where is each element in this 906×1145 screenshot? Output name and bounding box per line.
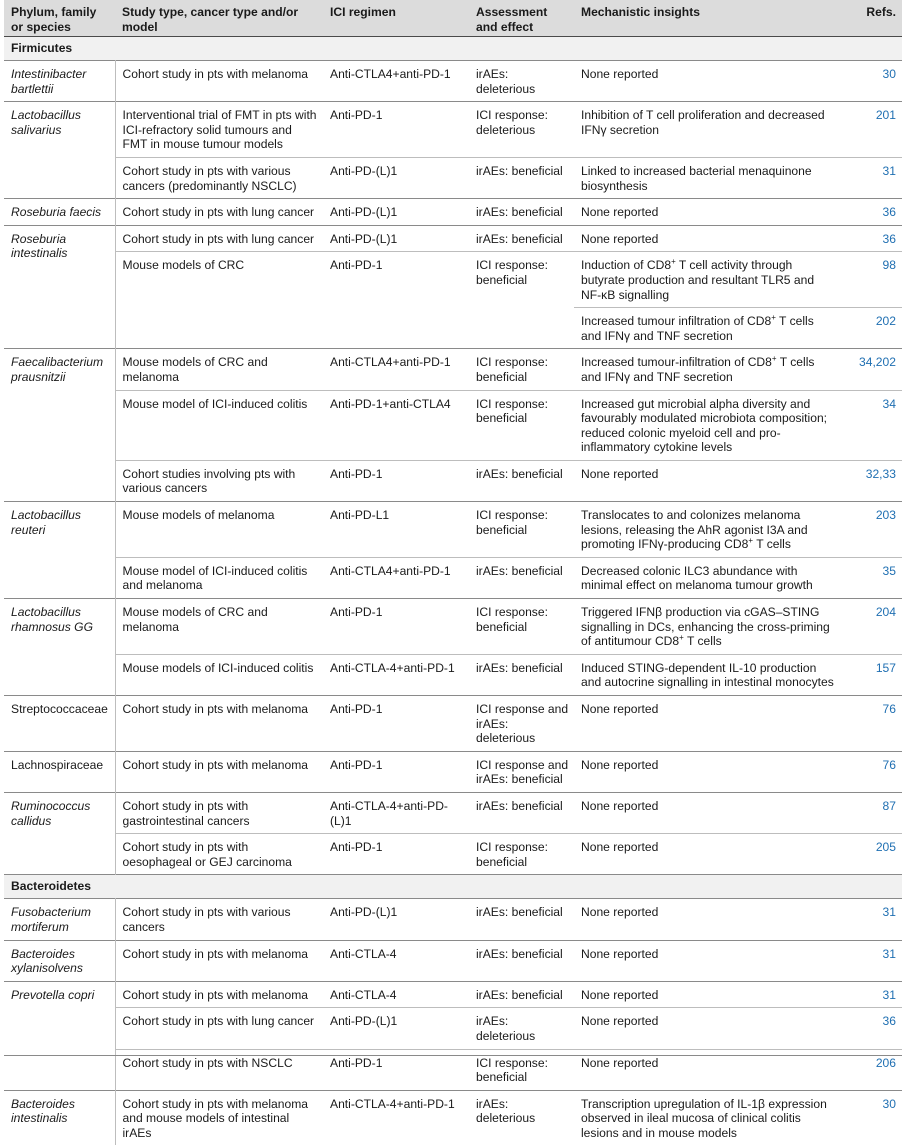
ici-regimen: Anti-PD-1 [330,108,383,123]
ici-regimen: Anti-PD-(L)1 [330,231,398,246]
ici-regimen: Anti-CTLA-4 [330,946,397,961]
study-type: Cohort study in pts with lung cancer [122,205,315,220]
reference-link[interactable]: 76 [882,702,896,716]
assessment-effect: irAEs: beneficial [476,905,563,920]
ici-regimen: Anti-PD-1 [323,1049,469,1090]
mechanistic-insight: Induced STING-dependent IL-10 production and autocrine signalling in intestinal monocytes [574,654,841,695]
table-row [4,751,902,792]
assessment-effect: irAEs: deleterious [476,67,536,96]
reference-link[interactable]: 201 [875,108,896,123]
superscript-plus: + [771,354,777,364]
ici-regimen: Anti-PD-1 [323,834,469,875]
insight-text-part: Translocates to and colonizes melanoma lesions, releasing the AhR agonist I3A and promoting IFNγ-producing CD8 [581,508,808,552]
study-type: Mouse models of CRC and melanoma [122,605,268,634]
assessment-effect: irAEs: beneficial [476,231,563,246]
reference-link[interactable]: 35 [841,557,902,598]
mechanistic-insight: None reported [581,757,659,772]
mechanistic-insight: Inhibition of T cell proliferation and decreased IFNγ secretion [581,108,825,137]
organism-name: Lactobacillus rhamnosus GG [4,599,115,696]
insight-text-part: T cells [683,634,722,649]
table-row [4,599,902,655]
table-row [4,199,902,226]
microbe-ici-table [4,0,902,1145]
header-regimen: ICI regimen [323,0,469,37]
reference-link[interactable]: 31 [841,157,902,198]
table-row [4,792,902,833]
mechanistic-insight: None reported [581,231,659,246]
insight-text-part: Triggered IFNβ production via cGAS–STING signalling in DCs, enhancing the cross-priming of antitumour CD8 [581,605,830,649]
ici-regimen: Anti-CTLA-4+anti-PD-1 [330,1096,455,1111]
assessment-effect: irAEs: beneficial [476,946,563,961]
assessment-effect: ICI response: beneficial [469,1049,574,1090]
insight-text-part: T cells [753,537,791,552]
study-type: Mouse models of ICI-induced colitis [115,654,323,695]
reference-link[interactable]: 36 [882,231,896,246]
ici-regimen: Anti-PD-1 [330,702,383,716]
study-type: Cohort study in pts with melanoma [122,987,309,1002]
study-type: Cohort study in pts with NSCLC [115,1049,323,1090]
empty-cell [115,308,323,349]
assessment-effect: irAEs: beneficial [476,798,563,813]
reference-link[interactable]: 157 [841,654,902,695]
assessment-effect: ICI response: beneficial [469,390,574,460]
mechanistic-insight: None reported [574,460,841,501]
organism-name: Ruminococcus callidus [4,792,115,874]
reference-link[interactable]: 203 [875,508,896,523]
ici-regimen: Anti-CTLA4+anti-PD-1 [330,355,451,370]
ici-regimen: Anti-CTLA-4+anti-PD-1 [323,654,469,695]
reference-link[interactable]: 32,33 [841,460,902,501]
ici-regimen: Anti-PD-(L)1 [330,905,398,920]
mechanistic-insight: None reported [581,946,659,961]
study-type: Mouse models of CRC and melanoma [122,355,268,384]
study-type: Cohort study in pts with melanoma [122,67,309,81]
assessment-effect: ICI response and irAEs: beneficial [476,757,569,787]
table-row [4,157,902,198]
assessment-effect: irAEs: deleterious [476,1096,536,1126]
assessment-effect: irAEs: beneficial [469,157,574,198]
ici-regimen: Anti-PD-1 [323,252,469,308]
mechanistic-insight [574,308,841,349]
table-row [4,61,902,102]
organism-name: Roseburia faecis [4,199,115,226]
assessment-effect: irAEs: beneficial [469,557,574,598]
reference-link[interactable]: 34,202 [859,355,896,370]
reference-link[interactable]: 34 [841,390,902,460]
organism-name: Lactobacillus salivarius [4,102,115,199]
ici-regimen: Anti-CTLA-4 [330,987,397,1002]
header-study: Study type, cancer type and/or model [115,0,323,37]
assessment-effect: irAEs: beneficial [469,654,574,695]
organism-name: Roseburia intestinalis [4,225,115,349]
header-assessment: Assessment and effect [469,0,574,37]
ici-regimen: Anti-PD-1 [330,757,383,772]
ici-regimen: Anti-CTLA-4+anti-PD-(L)1 [330,798,448,828]
ici-regimen: Anti-PD-1+anti-CTLA4 [323,390,469,460]
ici-regimen: Anti-CTLA4+anti-PD-1 [330,67,451,81]
table-row [4,102,902,158]
table-row [4,940,902,981]
mechanistic-insight: None reported [581,702,659,716]
study-type: Cohort study in pts with various cancers (predominantly NSCLC) [115,157,323,198]
ici-regimen: Anti-PD-(L)1 [323,1008,469,1049]
study-type: Cohort study in pts with lung cancer [115,1008,323,1049]
assessment-effect: ICI response: beneficial [476,605,548,634]
ici-regimen: Anti-PD-L1 [330,508,390,523]
phylum-label: Bacteroidetes [11,879,91,894]
assessment-effect: ICI response: beneficial [476,355,548,384]
study-type: Cohort study in pts with melanoma [122,757,309,772]
study-type: Mouse models of melanoma [122,508,275,523]
organism-name: Lachnospiraceae [4,751,115,792]
assessment-effect: irAEs: beneficial [476,987,563,1002]
insight-text-part: T cells and IFNγ and TNF secretion [581,314,814,343]
organism-name: Bacteroides xylanisolvens [4,940,115,981]
study-type: Cohort studies involving pts with various cancers [115,460,323,501]
insight-text-part: Increased tumour-infiltration of CD8 [581,355,772,370]
organism-name: Faecalibacterium prausnitzii [4,349,115,502]
table-row [4,349,902,390]
organism-name: Bacteroides intestinalis [4,1090,115,1145]
assessment-effect: ICI response: beneficial [476,508,548,537]
organism-name: Prevotella copri [4,981,115,1090]
reference-link[interactable]: 36 [841,1008,902,1049]
mechanistic-insight: Increased gut microbial alpha diversity and favourably modulated microbiota composition; reduced colonic myeloid cell and pro-inflammatory cytokine levels [574,390,841,460]
table-row [4,252,902,308]
empty-cell [469,308,574,349]
assessment-effect: irAEs: beneficial [469,460,574,501]
reference-link[interactable]: 30 [882,67,896,81]
mechanistic-insight: None reported [581,987,659,1002]
header-refs: Refs. [841,0,902,37]
reference-link[interactable]: 206 [841,1049,902,1090]
reference-link[interactable]: 31 [882,987,896,1002]
table-row [4,502,902,558]
reference-link[interactable]: 30 [882,1096,896,1111]
mechanistic-insight [574,349,841,390]
reference-link[interactable]: 202 [841,308,902,349]
organism-name: Fusobacterium mortiferum [4,899,115,940]
study-type: Cohort study in pts with lung cancer [122,231,315,246]
study-type: Mouse models of CRC [115,252,323,308]
superscript-plus: + [679,633,684,643]
assessment-effect: irAEs: deleterious [469,1008,574,1049]
assessment-effect: ICI response: beneficial [469,252,574,308]
mechanistic-insight: None reported [574,834,841,875]
organism-name: Intestinibacter bartlettii [4,61,115,102]
assessment-effect: irAEs: beneficial [476,205,563,220]
reference-link[interactable]: 31 [882,946,896,961]
insight-text-part: Induction of CD8 [581,258,672,273]
ici-regimen: Anti-PD-1 [323,460,469,501]
mechanistic-insight: Linked to increased bacterial menaquinone biosynthesis [574,157,841,198]
superscript-plus: + [748,536,754,546]
insight-text-part: Increased tumour infiltration of CD8 [581,314,772,329]
table-row [4,308,902,349]
mechanistic-insight: None reported [581,798,659,813]
assessment-effect: ICI response: deleterious [476,108,548,137]
ici-regimen: Anti-PD-1 [330,605,383,620]
table-row [4,654,902,695]
table-row [4,696,902,752]
table-row [4,834,902,875]
organism-name: Streptococcaceae [4,696,115,752]
mechanistic-insight: None reported [581,67,659,81]
insight-text-part: T cell activity through butyrate production and resultant TLR5 and NF-κB signalling [581,258,815,302]
study-type: Interventional trial of FMT in pts with ICI-refractory solid tumours and FMT in mouse tumour models [122,108,317,152]
study-type: Cohort study in pts with melanoma [122,946,309,961]
study-type: Cohort study in pts with melanoma and mouse models of intestinal irAEs [122,1096,309,1140]
mechanistic-insight [574,252,841,308]
mechanistic-insight: Decreased colonic ILC3 abundance with minimal effect on melanoma tumour growth [574,557,841,598]
organism-name: Lactobacillus reuteri [4,502,115,599]
reference-link[interactable]: 87 [882,798,896,813]
header-row [4,0,902,37]
mechanistic-insight [574,502,841,558]
header-insights: Mechanistic insights [574,0,841,37]
mechanistic-insight: None reported [581,205,659,220]
mechanistic-insight: None reported [574,1008,841,1049]
reference-link[interactable]: 36 [882,205,896,220]
study-type: Cohort study in pts with oesophageal or GEJ carcinoma [115,834,323,875]
table-row [4,557,902,598]
reference-link[interactable]: 31 [882,905,896,920]
phylum-row-firmicutes [4,37,902,61]
study-type: Mouse model of ICI-induced colitis and melanoma [115,557,323,598]
study-type: Mouse model of ICI-induced colitis [115,390,323,460]
ici-regimen: Anti-PD-(L)1 [323,157,469,198]
table-row [4,1090,902,1145]
study-type: Cohort study in pts with various cancers [122,905,291,934]
reference-link[interactable]: 205 [841,834,902,875]
table-row [4,981,902,1008]
table-row [4,460,902,501]
table-row [4,225,902,252]
insight-text-part: T cells and IFNγ and TNF secretion [581,355,815,384]
table-row [4,899,902,940]
reference-link[interactable]: 98 [841,252,902,308]
assessment-effect: ICI response and irAEs: deleterious [476,702,569,746]
phylum-row-bacteroidetes [4,875,902,899]
mechanistic-insight: None reported [574,1049,841,1090]
reference-link[interactable]: 204 [875,605,896,620]
mechanistic-insight: None reported [581,905,659,920]
mechanistic-insight [574,599,841,655]
study-type: Cohort study in pts with gastrointestinal cancers [122,798,250,828]
superscript-plus: + [771,313,776,323]
header-phylum: Phylum, family or species [4,0,115,37]
reference-link[interactable]: 76 [882,757,896,772]
assessment-effect: ICI response: beneficial [469,834,574,875]
mechanistic-insight: Transcription upregulation of IL-1β expression observed in ileal mucosa of clinical colitis lesions and in mouse models [581,1096,827,1140]
table-row [4,390,902,460]
ici-regimen: Anti-CTLA4+anti-PD-1 [323,557,469,598]
ici-regimen: Anti-PD-(L)1 [330,205,398,220]
superscript-plus: + [671,257,676,267]
empty-cell [323,308,469,349]
table-row [4,1008,902,1049]
table-bottom-rule [4,1055,902,1056]
study-type: Cohort study in pts with melanoma [122,702,309,716]
phylum-label: Firmicutes [11,41,73,55]
